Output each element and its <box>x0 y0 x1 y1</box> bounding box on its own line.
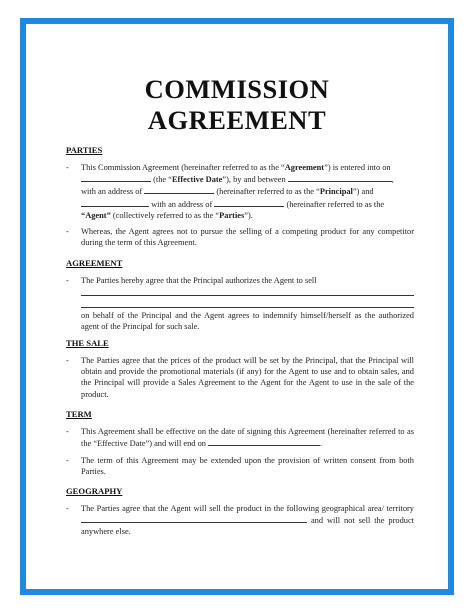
text-run: with an address of <box>81 187 143 197</box>
bullet-dash: - <box>66 504 69 513</box>
product-blank-line-2[interactable] <box>81 298 414 308</box>
geography-paragraph <box>66 503 414 538</box>
text-run: and will not sell the product anywhere else. <box>81 516 414 537</box>
agreement-paragraph-text <box>81 275 414 333</box>
end-date-blank[interactable] <box>208 437 323 449</box>
text-run: (hereinafter referred to as the <box>286 199 385 209</box>
text-run: The Parties agree that the Agent will sell the product in the following geographical area/ territory <box>81 504 414 513</box>
term-paragraph-2 <box>66 455 414 477</box>
sale-paragraph-text: The Parties agree that the prices of the product will be set by the Principal, that the Principal will obtain and provide the promotional materials (if any) for the Agent to use and to obtain sales, and the Principal will provide a Sales Agreement to the Agent for the Agent to use in the sale of the product. <box>81 356 414 399</box>
bullet-dash: - <box>66 227 69 236</box>
term-paragraph-1 <box>66 426 414 449</box>
text-run: ”), by and between <box>222 175 286 185</box>
territory-blank[interactable] <box>81 514 307 523</box>
document-title <box>26 74 448 136</box>
agreement-paragraph <box>66 275 414 333</box>
document-page <box>26 24 448 589</box>
date-blank[interactable] <box>81 173 151 182</box>
term-effective-date: Effective Date <box>171 175 223 185</box>
text-run: ”) and <box>352 187 374 197</box>
bullet-dash: - <box>66 356 69 365</box>
term-paragraph-2-text: The term of this Agreement may be extended upon the provision of written consent from both Parties. <box>81 456 414 477</box>
section-heading-term: TERM <box>66 409 92 419</box>
term-agent: “Agent” <box>81 210 111 220</box>
text-run: ”) is entered into on <box>324 163 391 172</box>
section-heading-sale: THE SALE <box>66 338 109 348</box>
bullet-dash: - <box>66 276 69 285</box>
term-principal: Principal <box>319 187 353 197</box>
geography-paragraph-text <box>81 503 414 538</box>
agent-address-blank[interactable] <box>214 198 284 207</box>
text-run: with an address of <box>151 199 213 209</box>
term-parties: Parties <box>219 210 245 220</box>
title-line-2: AGREEMENT <box>147 105 327 135</box>
bullet-dash: - <box>66 163 69 172</box>
parties-paragraph-1-text: This Commission Agreement (hereinafter referred to as the “Agreement”) is entered into on (the “Effective Date”), by and between , with an address of (hereinafter referred to as the “Principal”) and with an address of (hereinafter referred to as the “Agent” (collectively referred to as the “Parties”). <box>81 163 394 220</box>
text-run: (hereinafter referred to as the “ <box>216 187 320 197</box>
text-run: (collectively referred to as the “ <box>110 210 220 220</box>
text-run: on behalf of the Principal and the Agent agrees to indemnify himself/herself as the authorized agent of the Principal for such sale. <box>81 311 414 332</box>
principal-name-blank[interactable] <box>288 173 392 182</box>
term-agreement: Agreement <box>284 163 325 172</box>
document-border <box>20 18 454 595</box>
text-run: (the “ <box>151 175 172 185</box>
agent-name-blank[interactable] <box>81 198 149 207</box>
sale-paragraph <box>66 355 414 400</box>
section-heading-agreement: AGREEMENT <box>66 258 123 268</box>
product-blank-line-1[interactable] <box>81 286 414 296</box>
text-run: This Commission Agreement (hereinafter referred to as the “ <box>81 163 285 172</box>
text-run: The Parties hereby agree that the Principal authorizes the Agent to sell <box>81 276 317 285</box>
parties-paragraph-2-text: Whereas, the Agent agrees not to pursue the selling of a competing product for any competitor during the term of this Agreement. <box>81 227 414 248</box>
text-run: ”). <box>244 210 253 220</box>
section-heading-parties: PARTIES <box>66 145 103 155</box>
term-paragraph-1-text <box>81 426 414 449</box>
section-heading-geography: GEOGRAPHY <box>66 486 123 496</box>
bullet-dash: - <box>66 427 69 436</box>
bullet-dash: - <box>66 456 69 465</box>
title-line-1: COMMISSION <box>144 74 330 104</box>
parties-paragraph-2 <box>66 226 414 248</box>
text-run: This Agreement shall be effective on the date of signing this Agreement (hereinafter referred to as the “Effective Date”) and will end on <box>81 427 414 449</box>
parties-paragraph-1 <box>66 162 414 221</box>
principal-address-blank[interactable] <box>144 185 214 194</box>
text-run: . <box>320 439 323 449</box>
